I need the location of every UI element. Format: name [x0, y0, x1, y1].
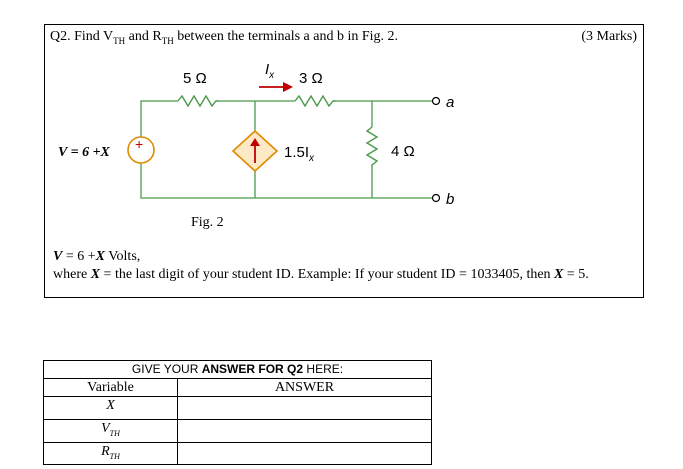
ix-label: $I_x$: [265, 61, 275, 81]
column-header-answer: ANSWER: [178, 379, 432, 397]
dependent-source-label: $1.5I_x$: [284, 144, 315, 164]
question-marks: (3 Marks): [581, 29, 637, 44]
note-line-1: V = 6 +X Volts,: [53, 249, 141, 264]
answer-cell-x[interactable]: [178, 397, 432, 420]
answer-table-title: GIVE YOUR ANSWER FOR Q2 HERE:: [44, 361, 432, 379]
r3-label: 4 Ω: [391, 143, 415, 160]
vth-subscript: TH: [113, 35, 126, 46]
resistor-4ohm: [367, 127, 377, 169]
question-suffix: between the terminals a and b in Fig. 2.: [173, 29, 399, 44]
variable-x: X: [44, 397, 178, 420]
table-row: [44, 442, 432, 465]
answer-cell-rth[interactable]: [178, 442, 432, 465]
answer-table-header-row: [44, 379, 432, 397]
note-line-2: where X = the last digit of your student ID. Example: If your student ID = 1033405, then X = 5.: [53, 267, 589, 282]
figure-caption: Fig. 2: [191, 215, 224, 230]
table-row: [44, 397, 432, 420]
resistor-5ohm: [178, 96, 219, 106]
answer-cell-vth[interactable]: [178, 419, 432, 442]
terminal-b: [433, 195, 440, 202]
variable-vth: $V_{TH}$: [44, 419, 178, 442]
question-middle: and R: [125, 29, 162, 44]
ix-arrow-head-icon: [283, 82, 293, 92]
terminal-a-label: a: [446, 94, 455, 111]
column-header-variable: Variable: [44, 379, 178, 397]
source-plus-sign: +: [135, 136, 144, 152]
answer-table-title-row: [44, 361, 432, 379]
question-prefix: Q2. Find V: [50, 29, 114, 44]
r1-label: 5 Ω: [183, 70, 207, 87]
terminal-b-label: b: [446, 191, 455, 208]
variable-rth: $R_{TH}$: [44, 442, 178, 465]
table-row: [44, 419, 432, 442]
resistor-3ohm: [295, 96, 336, 106]
rth-subscript: TH: [161, 35, 174, 46]
terminal-a: [433, 98, 440, 105]
question-box: [44, 24, 644, 298]
answer-table: [43, 360, 432, 465]
r2-label: 3 Ω: [299, 70, 323, 87]
voltage-label: V = 6 +X: [58, 145, 110, 160]
